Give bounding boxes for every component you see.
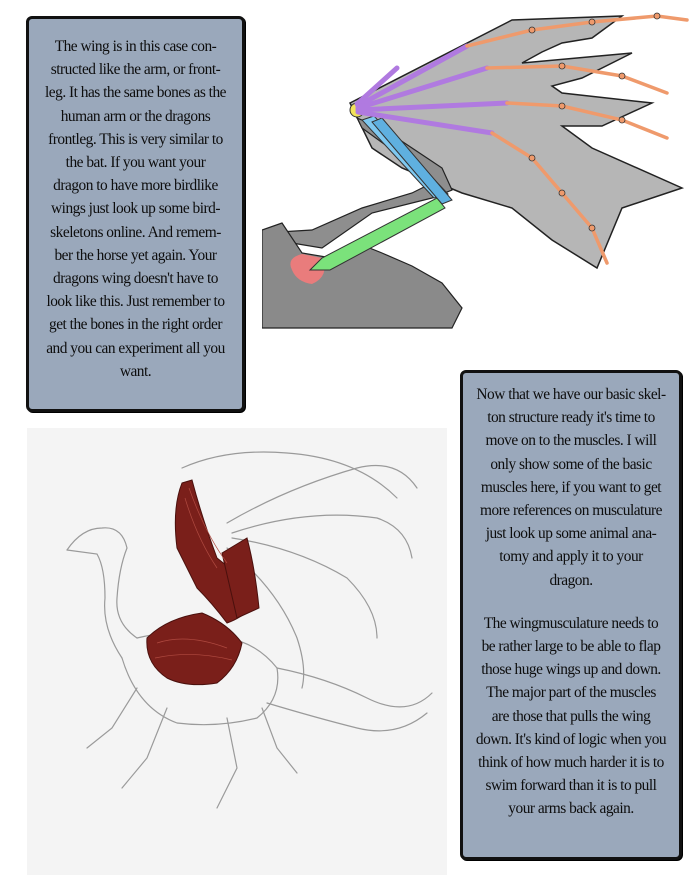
muscles-intro-text: Now that we have our basic skel- ton structure ready it's time to move on to the muscles. I will only show some of the basic muscles here, if you want to get more references on musculature just look up some animal ana- tomy and apply it to your dragon. — [476, 386, 666, 589]
wing-muscles-text: The wingmusculature needs to be rather large to be able to flap those huge wings up and down. The major part of the muscles are those that pulls the wing down. It's kind of logic when you think of how much harder it is to swim forward than it is to pull your arms back again. — [475, 614, 667, 818]
muscle-sketch-illustration — [27, 428, 447, 875]
text-panel-muscles — [460, 370, 682, 860]
text-panel-wing-bones — [26, 16, 245, 412]
wing-skeleton-illustration — [262, 8, 692, 330]
wing-bones-text: The wing is in this case con- structed like the arm, or front- leg. It has the same bones as the human arm or the dragons frontleg. This is very similar to the bat. If you want your dragon to have more birdlike wings just look up some bird- skeletons online. And remem- ber the horse yet again. Your dragons wing doesn't have to look like this. Just remember to get the bones in the right order and you can experiment all you want. — [45, 38, 226, 380]
